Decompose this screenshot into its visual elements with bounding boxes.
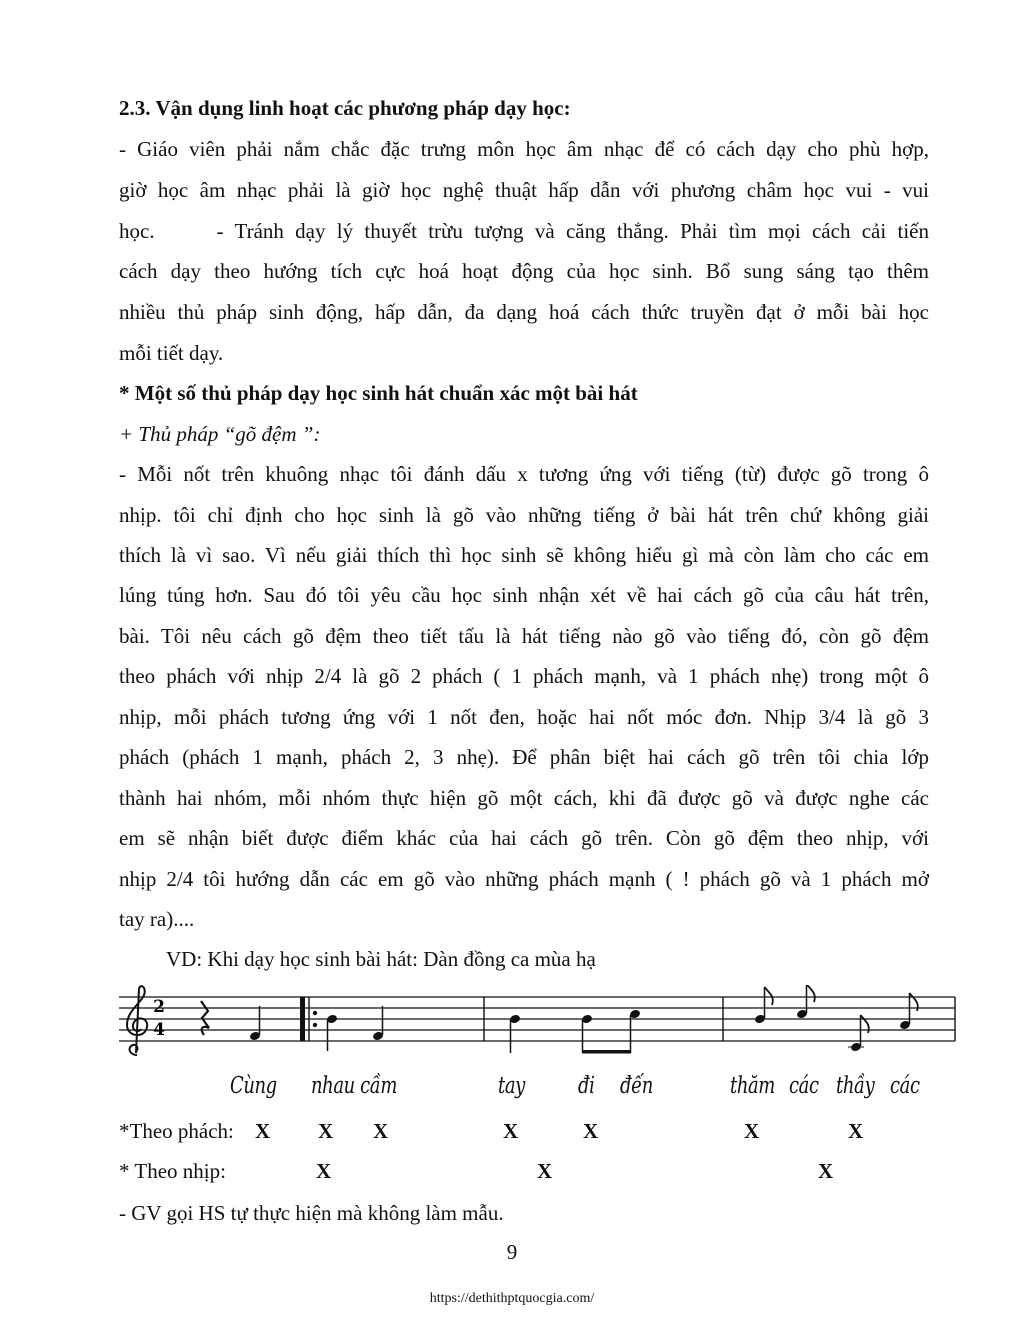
page-number: 9 [506, 1240, 518, 1264]
closing-line: - GV gọi HS tự thực hiện mà không làm mẫu. [119, 1201, 504, 1225]
beat-mark: X [848, 1119, 864, 1143]
paragraph-line: thích là vì sao. Vì nếu giải thích thì học sinh sẽ không hiểu gì mà còn làm cho các em [119, 543, 929, 567]
paragraph-line: bài. Tôi nêu cách gõ đệm theo tiết tấu là hát tiếng nào gõ vào tiếng đó, còn gõ đệm [119, 624, 929, 648]
lyric-word: thăm [730, 1073, 775, 1099]
paragraph-line: mỗi tiết dạy. [119, 341, 224, 365]
paragraph-line: tay ra).... [119, 907, 195, 931]
lyric-word: đi [578, 1073, 595, 1099]
beat-label: *Theo phách: [119, 1119, 234, 1143]
note-flag [765, 987, 773, 1005]
lyric-word: nhau cầm [311, 1073, 397, 1099]
music-staff [119, 985, 957, 1060]
lyric-word: các [890, 1073, 920, 1099]
lyric-word: các [789, 1073, 819, 1099]
footer-url[interactable]: https://dethithptquocgia.com/ [429, 1291, 595, 1306]
bar-mark: X [537, 1159, 553, 1183]
time-signature-top: 2 [153, 997, 165, 1017]
beat-mark: X [744, 1119, 760, 1143]
note-beam [582, 1050, 631, 1054]
paragraph-line: - Giáo viên phải nắm chắc đặc trưng môn học âm nhạc để có cách dạy cho phù hợp, [119, 137, 929, 161]
beat-mark: X [373, 1119, 389, 1143]
paragraph-text: - Tránh dạy lý thuyết trừu tượng và căng thẳng. Phải tìm mọi cách cải tiến [216, 219, 929, 243]
bar-label: * Theo nhịp: [119, 1159, 226, 1183]
repeat-dot [313, 1011, 317, 1015]
paragraph-line: - Mỗi nốt trên khuông nhạc tôi đánh dấu x tương ứng với tiếng (từ) được gõ trong ô [119, 462, 929, 486]
staff-lines [119, 997, 955, 1041]
note-flag [807, 985, 815, 1002]
lyric-word: đến [620, 1073, 653, 1099]
paragraph-line: nhiều thủ pháp sinh động, hấp dẫn, đa dạng hoá cách thức truyền đạt ở mỗi bài học [119, 300, 929, 324]
technique-title: + Thủ pháp “gõ đệm ”: [119, 422, 321, 446]
section-heading: 2.3. Vận dụng linh hoạt các phương pháp dạy học: [119, 96, 571, 120]
bar-mark: X [316, 1159, 332, 1183]
beat-mark: X [503, 1119, 519, 1143]
lyric-word: tay [498, 1073, 525, 1099]
paragraph-line: lúng túng hơn. Sau đó tôi yêu cầu học sinh nhận xét về hai cách gõ của câu hát trên, [119, 583, 929, 607]
paragraph-line: thành hai nhóm, mỗi nhóm thực hiện gõ một cách, khi đã được gõ và được nghe các [119, 786, 929, 810]
beat-mark: X [583, 1119, 599, 1143]
beat-mark: X [318, 1119, 334, 1143]
example-line: VD: Khi dạy học sinh bài hát: Dàn đồng ca mùa hạ [166, 947, 596, 971]
paragraph-line: nhịp 2/4 tôi hướng dẫn các em gõ vào những phách mạnh ( ! phách gõ và 1 phách mở [119, 867, 929, 891]
paragraph-line: cách dạy theo hướng tích cực hoá hoạt động của học sinh. Bổ sung sáng tạo thêm [119, 259, 929, 283]
paragraph-line: em sẽ nhận biết được điểm khác của hai cách gõ trên. Còn gõ đệm theo nhịp, với [119, 826, 929, 850]
repeat-bar-thick [300, 997, 305, 1041]
lyric-word: Cùng [230, 1073, 277, 1099]
paragraph-word: học. [119, 219, 155, 243]
subheading: * Một số thủ pháp dạy học sinh hát chuẩn xác một bài hát [119, 381, 638, 405]
beat-mark: X [255, 1119, 271, 1143]
paragraph-line: giờ học âm nhạc phải là giờ học nghệ thuật hấp dẫn với phương châm học vui - vui [119, 178, 929, 202]
repeat-dot [313, 1023, 317, 1027]
paragraph-line: theo phách với nhịp 2/4 là gõ 2 phách ( 1 phách mạnh, và 1 phách nhẹ) trong một ô [119, 664, 929, 688]
lyric-word: thầy [836, 1073, 875, 1099]
time-signature-bottom: 4 [153, 1020, 165, 1040]
bar-mark: X [818, 1159, 834, 1183]
paragraph-line: nhịp, mỗi phách tương ứng với 1 nốt đen, hoặc hai nốt móc đơn. Nhịp 3/4 là gõ 3 [119, 705, 929, 729]
paragraph-line [119, 218, 929, 244]
paragraph-line: nhịp. tôi chỉ định cho học sinh là gõ vào những tiếng ở bài hát trên chứ không giải [119, 503, 929, 527]
paragraph-line: phách (phách 1 mạnh, phách 2, 3 nhẹ). Để phân biệt hai cách gõ trên tôi chia lớp [119, 745, 929, 769]
